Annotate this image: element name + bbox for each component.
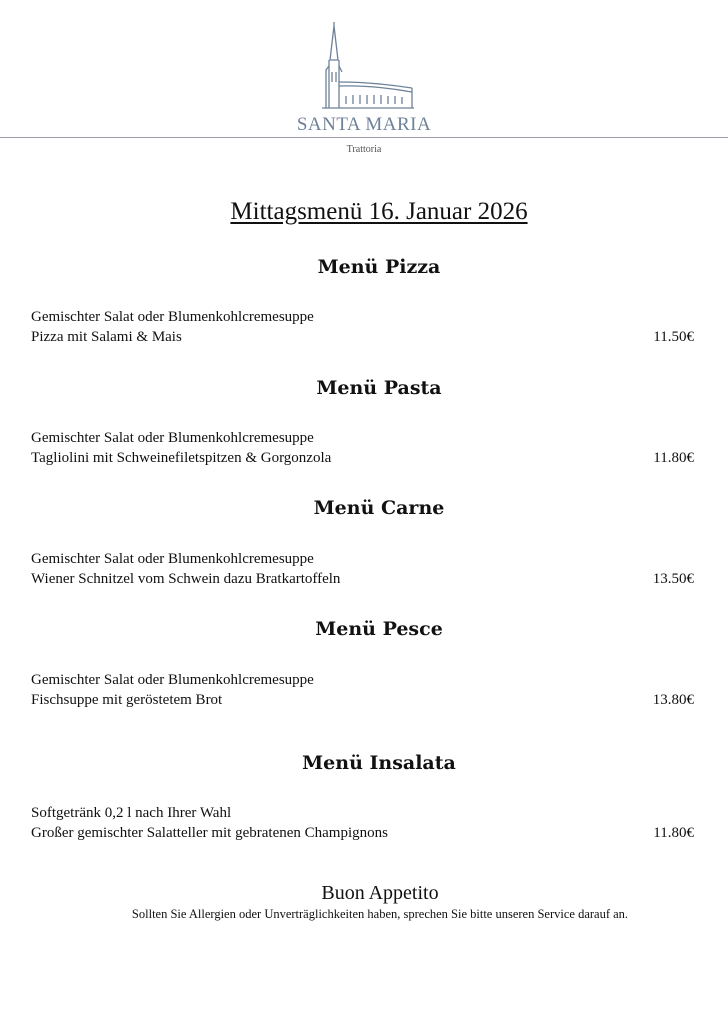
menu-price: 11.80€	[653, 825, 694, 841]
logo	[0, 22, 728, 112]
menu-line-main: Pizza mit Salami & Mais	[31, 329, 182, 345]
brand-name: SANTA MARIA	[296, 114, 432, 135]
menu-line-main: Tagliolini mit Schweinefiletspitzen & Gorgonzola	[31, 450, 332, 466]
menu-line-main: Großer gemischter Salatteller mit gebratenen Champignons	[31, 825, 388, 841]
menu-line-main: Fischsuppe mit geröstetem Brot	[31, 692, 223, 708]
menu-section-carne	[0, 497, 728, 519]
menu-price: 11.80€	[653, 450, 694, 466]
section-heading: Menü Carne	[313, 497, 445, 519]
page-title: Mittagsmenü 16. Januar 2026	[230, 198, 528, 225]
brand-subtitle: Trattoria	[346, 144, 382, 155]
section-heading: Menü Pesce	[315, 618, 443, 640]
menu-price: 13.50€	[652, 571, 694, 587]
menu-line-starter: Gemischter Salat oder Blumenkohlcremesuppe	[31, 309, 314, 325]
menu-section-pesce	[0, 618, 728, 640]
section-heading: Menü Insalata	[302, 752, 456, 774]
menu-line-starter: Gemischter Salat oder Blumenkohlcremesuppe	[31, 430, 314, 446]
menu-line-starter: Softgetränk 0,2 l nach Ihrer Wahl	[31, 805, 232, 821]
menu-section-pizza	[0, 256, 728, 278]
menu-line-main: Wiener Schnitzel vom Schwein dazu Bratkartoffeln	[31, 571, 341, 587]
menu-price: 13.80€	[652, 692, 694, 708]
allergy-note: Sollten Sie Allergien oder Unverträglichkeiten haben, sprechen Sie bitte unseren Service darauf an.	[131, 907, 629, 921]
closing-greeting: Buon Appetito	[321, 882, 439, 904]
section-heading: Menü Pizza	[317, 256, 441, 278]
menu-line-starter: Gemischter Salat oder Blumenkohlcremesuppe	[31, 551, 314, 567]
menu-line-starter: Gemischter Salat oder Blumenkohlcremesuppe	[31, 672, 314, 688]
menu-section-insalata	[0, 752, 728, 774]
menu-section-pasta	[0, 377, 728, 399]
menu-price: 11.50€	[653, 329, 694, 345]
church-logo-icon	[318, 22, 418, 110]
header-divider	[0, 137, 728, 138]
section-heading: Menü Pasta	[316, 377, 442, 399]
